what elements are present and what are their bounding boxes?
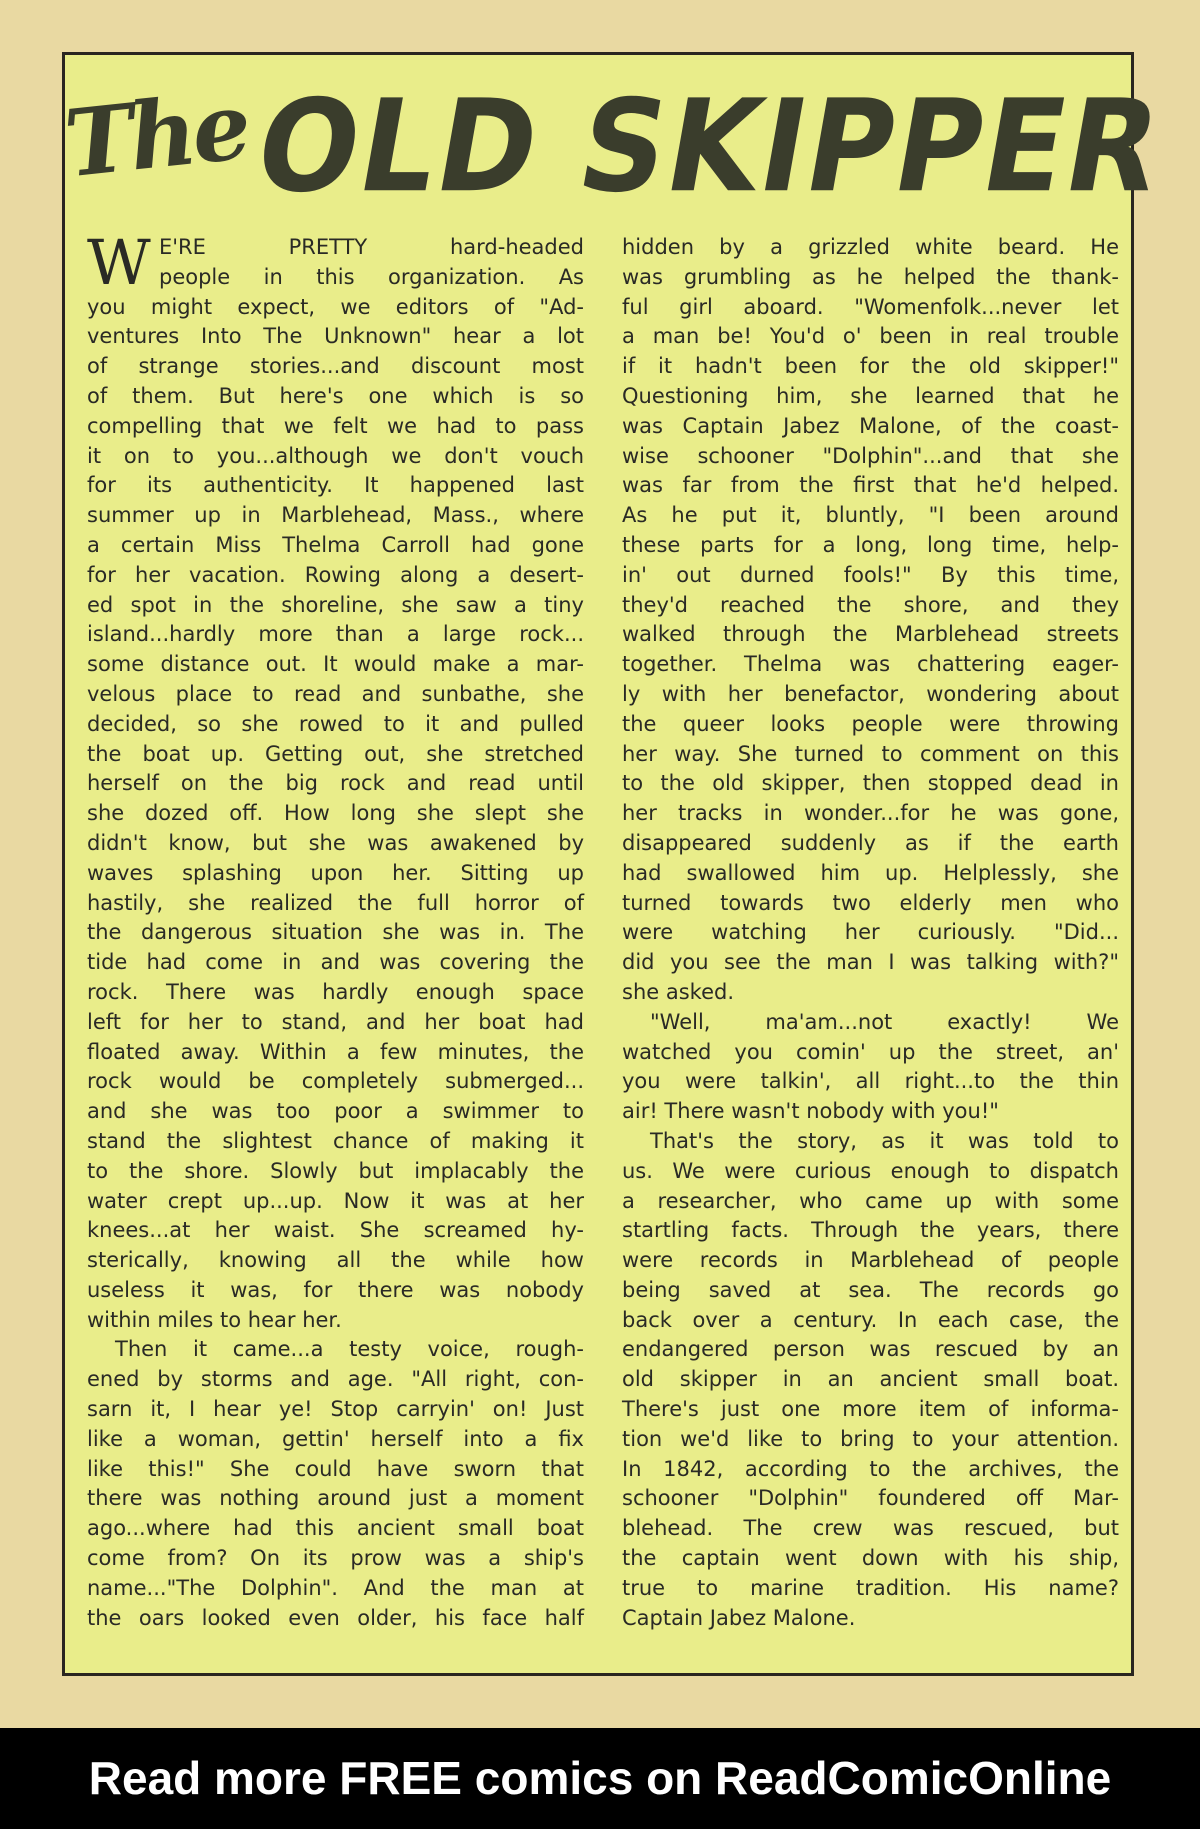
right-column-line: wise schooner "Dolphin"...and that she (622, 443, 1119, 468)
line-text: E'RE PRETTY hard-headed (159, 235, 584, 259)
right-column-line: ly with her benefactor, wondering about (622, 681, 1119, 706)
left-column-line: there was nothing around just a moment (87, 1486, 584, 1511)
right-column-line: disappeared suddenly as if the earth (622, 830, 1119, 855)
left-column-line: name..."The Dolphin". And the man at (87, 1575, 584, 1600)
left-column-line: sterically, knowing all the while how (87, 1248, 584, 1273)
right-column-line: tion we'd like to bring to your attention. (622, 1426, 1119, 1451)
left-column-line: useless it was, for there was nobody (87, 1277, 584, 1302)
left-column-line: compelling that we felt we had to pass (87, 413, 584, 438)
right-column-line: was far from the first that he'd helped. (622, 473, 1119, 498)
right-column-line: true to marine tradition. His name? (622, 1575, 1119, 1600)
right-column-line: did you see the man I was talking with?" (622, 950, 1119, 975)
left-column-line: to the shore. Slowly but implacably the (87, 1158, 584, 1183)
right-column-line: us. We were curious enough to dispatch (622, 1158, 1119, 1183)
left-column-line: some distance out. It would make a mar- (87, 652, 584, 677)
right-column-line: she asked. (622, 979, 734, 1004)
left-column-line: summer up in Marblehead, Mass., where (87, 503, 584, 528)
left-column-line: decided, so she rowed to it and pulled (87, 711, 584, 736)
left-column-line: ened by storms and age. "All right, con- (87, 1367, 584, 1392)
left-column-line: left for her to stand, and her boat had (87, 1009, 584, 1034)
right-column-line: they'd reached the shore, and they (622, 592, 1119, 617)
right-column (622, 233, 1119, 1633)
left-column-line: and she was too poor a swimmer to (87, 1099, 584, 1124)
right-column-line: air! There wasn't nobody with you!" (622, 1099, 999, 1124)
right-column-line: were records in Marblehead of people (622, 1248, 1119, 1273)
left-column-line: ventures Into The Unknown" hear a lot (87, 324, 584, 349)
right-column-line: the queer looks people were throwing (622, 711, 1119, 736)
left-column-line: sarn it, I hear ye! Stop carryin' on! Just (87, 1397, 584, 1422)
right-column-line: Questioning him, she learned that he (622, 383, 1119, 408)
left-column-line: it on to you...although we don't vouch (87, 443, 584, 468)
left-column-line: ago...where had this ancient small boat (87, 1516, 584, 1541)
right-column-line: these parts for a long, long time, help- (622, 532, 1119, 557)
story-title (59, 71, 1174, 221)
right-column-line: in' out durned fools!" By this time, (622, 562, 1119, 587)
drop-cap: W (87, 226, 151, 299)
right-column-line: if it hadn't been for the old skipper!" (622, 354, 1119, 379)
left-column-line: a certain Miss Thelma Carroll had gone (87, 532, 584, 557)
right-column-line: "Well, ma'am...not exactly! We (650, 1009, 1119, 1034)
story-columns (87, 226, 1119, 1653)
right-column-line: old skipper in an ancient small boat. (622, 1367, 1119, 1392)
left-column-line: Then it came...a testy voice, rough- (115, 1337, 584, 1362)
left-column-line: of them. But here's one which is so (87, 383, 584, 408)
right-column-line: Captain Jabez Malone. (622, 1605, 856, 1630)
left-column-line: like this!" She could have sworn that (87, 1456, 584, 1481)
left-column-line: tide had come in and was covering the (87, 950, 584, 975)
right-column-line: a researcher, who came up with some (622, 1188, 1119, 1213)
right-column-line: her way. She turned to comment on this (622, 741, 1119, 766)
right-column-line: turned towards two elderly men who (622, 890, 1119, 915)
right-column-line: was grumbling as he helped the thank- (622, 264, 1119, 289)
left-column-line: water crept up...up. Now it was at her (87, 1188, 584, 1213)
right-column-line: had swallowed him up. Helplessly, she (622, 860, 1119, 885)
right-column-line: startling facts. Through the years, there (622, 1218, 1119, 1243)
left-column-line: for its authenticity. It happened last (87, 473, 584, 498)
left-column-line: the oars looked even older, his face half (87, 1605, 584, 1630)
left-column-line: like a woman, gettin' herself into a fix (87, 1426, 584, 1451)
title-prefix: The (59, 71, 253, 199)
left-column-line: waves splashing upon her. Sitting up (87, 860, 584, 885)
right-column-line: schooner "Dolphin" foundered off Mar- (622, 1486, 1119, 1511)
title-main: OLD SKIPPER (245, 71, 1174, 221)
right-column-line: hidden by a grizzled white beard. He (622, 235, 1119, 259)
left-column-line: floated away. Within a few minutes, the (87, 1039, 584, 1064)
right-column-line: being saved at sea. The records go (622, 1277, 1119, 1302)
right-column-line: That's the story, as it was told to (650, 1128, 1119, 1153)
left-column-line: didn't know, but she was awakened by (87, 830, 584, 855)
right-column-line: ful girl aboard. "Womenfolk...never let (622, 294, 1119, 319)
left-column-line: ed spot in the shoreline, she saw a tiny (87, 592, 584, 617)
right-column-line: the captain went down with his ship, (622, 1546, 1119, 1571)
right-column-line: watched you comin' up the street, an' (622, 1039, 1119, 1064)
right-column-line: back over a century. In each case, the (622, 1307, 1119, 1332)
right-column-line: a man be! You'd o' been in real trouble (622, 324, 1119, 349)
right-column-line: together. Thelma was chattering eager- (622, 652, 1119, 677)
right-column-line: In 1842, according to the archives, the (622, 1456, 1119, 1481)
right-column-line: to the old skipper, then stopped dead in (622, 771, 1119, 796)
left-column-line: the dangerous situation she was in. The (87, 920, 584, 945)
left-column-line: velous place to read and sunbathe, she (87, 681, 584, 706)
left-column-line: come from? On its prow was a ship's (87, 1546, 584, 1571)
left-column-line: island...hardly more than a large rock... (87, 622, 584, 647)
left-column-line: hastily, she realized the full horror of (87, 890, 584, 915)
right-column-line: you were talkin', all right...to the thin (622, 1069, 1119, 1094)
left-column-line: she dozed off. How long she slept she (87, 801, 584, 826)
right-column-line: There's just one more item of informa- (622, 1397, 1119, 1422)
text-story-panel (59, 52, 1174, 1676)
right-column-line: blehead. The crew was rescued, but (622, 1516, 1119, 1541)
left-column-line: for her vacation. Rowing along a desert- (87, 562, 584, 587)
left-column-line: within miles to hear her. (87, 1307, 342, 1332)
left-column-line: the boat up. Getting out, she stretched (87, 741, 584, 766)
right-column-line: were watching her curiously. "Did... (622, 920, 1119, 945)
promo-banner[interactable]: Read more FREE comics on ReadComicOnline (0, 1728, 1200, 1829)
right-column-line: walked through the Marblehead streets (622, 622, 1119, 647)
left-column-line: you might expect, we editors of "Ad- (87, 294, 584, 319)
left-column-line: stand the slightest chance of making it (87, 1128, 584, 1153)
left-column-line: rock would be completely submerged... (87, 1069, 584, 1094)
left-column-line: rock. There was hardly enough space (87, 979, 584, 1004)
left-column (87, 226, 584, 1633)
left-column-line: herself on the big rock and read until (87, 771, 584, 796)
left-column-line: knees...at her waist. She screamed hy- (87, 1218, 584, 1243)
right-column-line: endangered person was rescued by an (622, 1337, 1119, 1362)
right-column-line: As he put it, bluntly, "I been around (622, 503, 1119, 528)
right-column-line: was Captain Jabez Malone, of the coast- (622, 413, 1119, 438)
right-column-line: her tracks in wonder...for he was gone, (622, 801, 1119, 826)
left-column-line: people in this organization. As (159, 264, 584, 289)
left-column-line: of strange stories...and discount most (87, 354, 584, 379)
